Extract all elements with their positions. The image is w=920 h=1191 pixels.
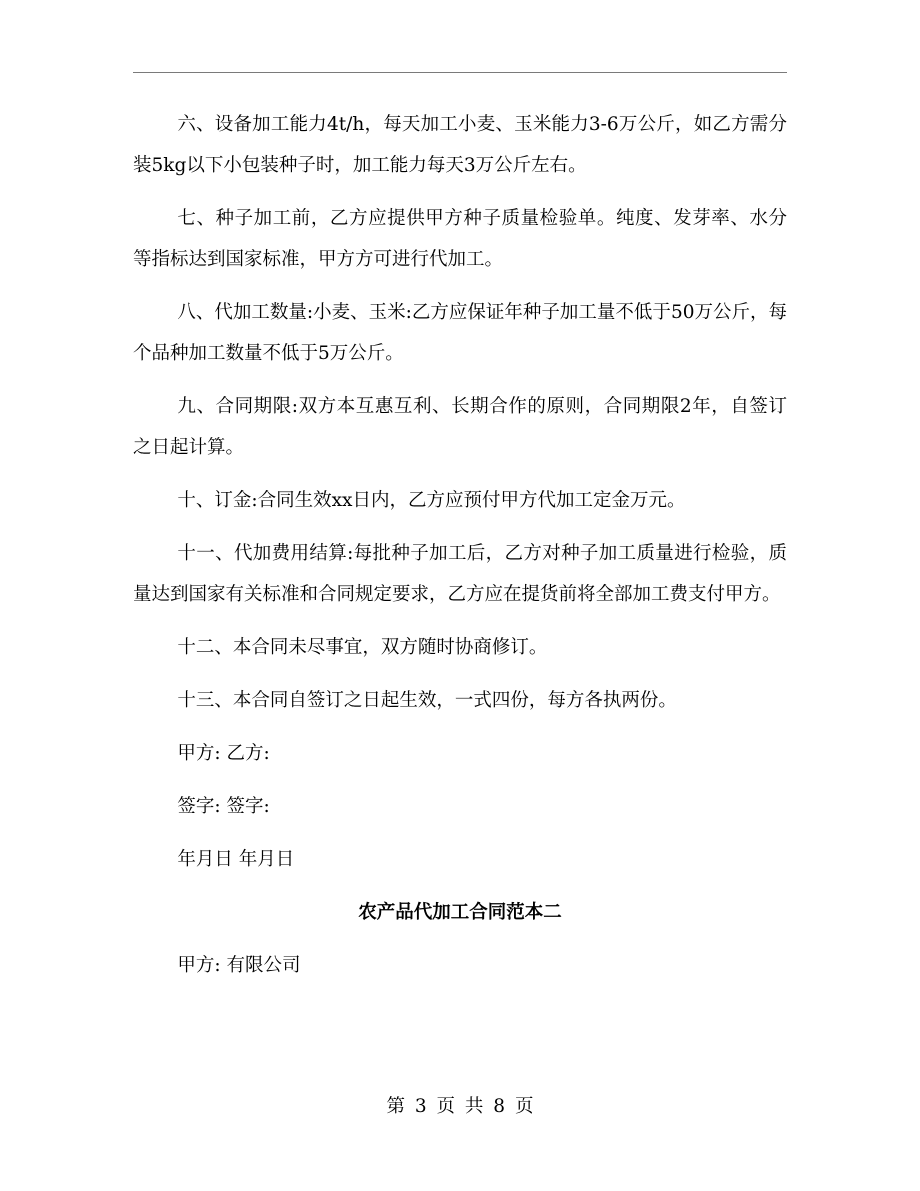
clause-8: 八、代加工数量:小麦、玉米:乙方应保证年种子加工量不低于50万公斤，每个品种加工数量不低于5万公斤。 [133, 302, 787, 364]
clause-6: 六、设备加工能力4t/h，每天加工小麦、玉米能力3-6万公斤，如乙方需分装5kg以下小包装种子时，加工能力每天3万公斤左右。 [133, 114, 787, 176]
clause-10: 十、订金:合同生效xx日内，乙方应预付甲方代加工定金万元。 [177, 490, 686, 511]
next-party-line: 甲方: 有限公司 [177, 955, 301, 976]
signature-parties: 甲方: 乙方: [177, 743, 270, 764]
page-number-footer: 第 3 页 共 8 页 [386, 1096, 534, 1117]
clause-13: 十三、本合同自签订之日起生效，一式四份，每方各执两份。 [177, 690, 677, 711]
signature-dates: 年月日 年月日 [177, 849, 295, 870]
header-rule [133, 72, 787, 73]
clause-12: 十二、本合同未尽事宜，双方随时协商修订。 [177, 637, 548, 658]
section-title: 农产品代加工合同范本二 [358, 902, 562, 923]
clause-11: 十一、代加费用结算:每批种子加工后，乙方对种子加工质量进行检验，质量达到国家有关标准和合同规定要求，乙方应在提货前将全部加工费支付甲方。 [133, 543, 787, 605]
clause-7: 七、种子加工前，乙方应提供甲方种子质量检验单。纯度、发芽率、水分等指标达到国家标准，甲方方可进行代加工。 [133, 208, 787, 270]
clause-9: 九、合同期限:双方本互惠互利、长期合作的原则，合同期限2年，自签订之日起计算。 [133, 396, 787, 458]
signature-signs: 签字: 签字: [177, 796, 270, 817]
document-body [133, 104, 787, 998]
